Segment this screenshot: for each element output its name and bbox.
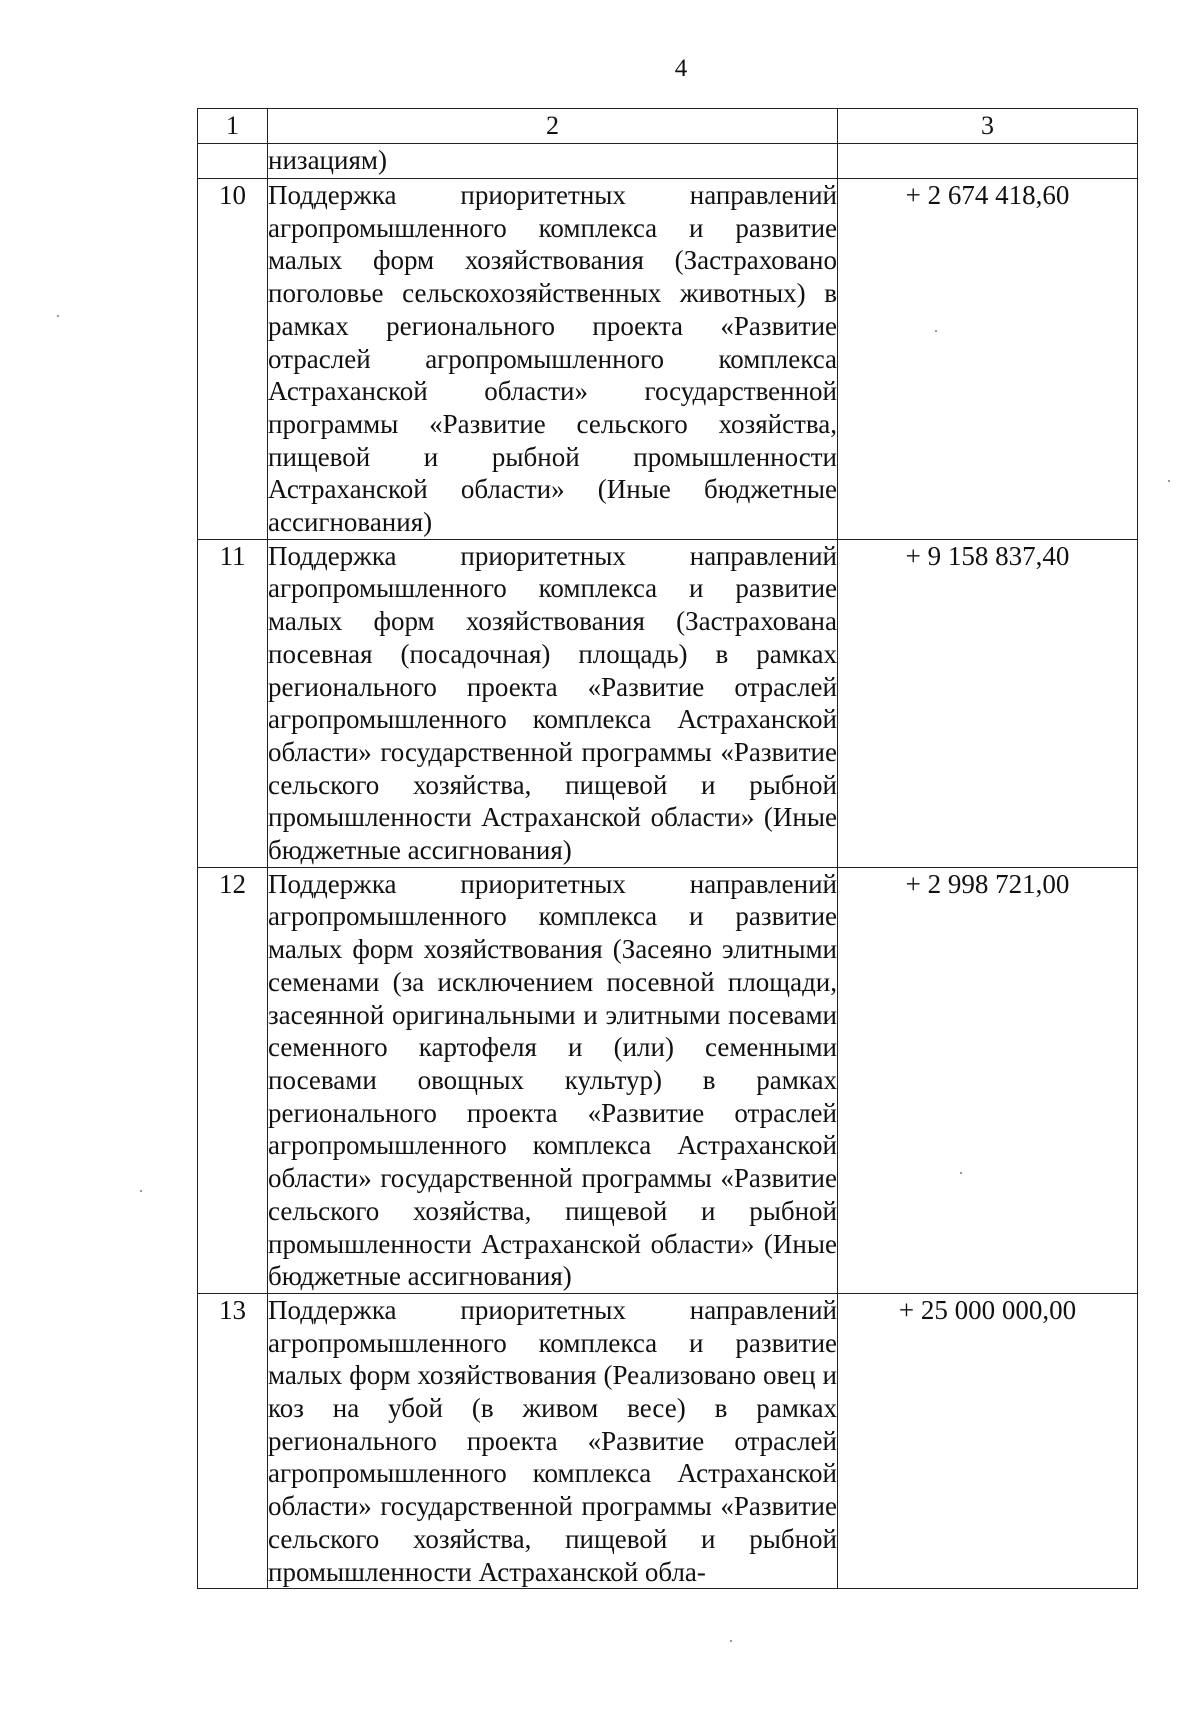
row-amount-cell <box>838 1293 1138 1588</box>
row-amount-cell <box>838 144 1138 179</box>
row-amount-value: + 2 674 418,60 <box>905 180 1070 210</box>
row-amount-cell <box>838 867 1138 1293</box>
table-row-continuation <box>198 144 1138 179</box>
row-description-cell: Поддержка приоритетных направлений агропромышленного комплекса и развитие малых форм хозяйствования (Застраховано поголовье сельскохозяйственных животных) в рамках регионального проекта «Развитие отраслей агропромышленного комплекса Астраханской области» государственной программы «Развитие сельского хозяйства, пищевой и рыбной промышленности Астраханской области» (Иные бюджетные ассигнования) <box>268 179 838 540</box>
table-row <box>198 867 1138 1293</box>
row-description-cell: низациям) <box>268 144 838 179</box>
column-header-number: 1 <box>198 109 268 144</box>
row-description-cell: Поддержка приоритетных направлений агропромышленного комплекса и развитие малых форм хозяйствования (Реализовано овец и коз на убой (в живом весе) в рамках регионального проекта «Развитие отраслей агропромышленного комплекса Астраханской области» государственной программы «Развитие сельского хозяйства, пищевой и рыбной промышленности Астраханской обла- <box>268 1293 838 1588</box>
row-amount-cell <box>838 539 1138 867</box>
scan-speck <box>960 1172 962 1174</box>
row-amount-cell <box>838 179 1138 540</box>
row-amount-value: + 25 000 000,00 <box>898 1294 1077 1325</box>
table-header-row <box>198 109 1138 144</box>
budget-changes-table <box>197 108 1138 1589</box>
row-number-cell <box>198 144 268 179</box>
row-number-cell: 13 <box>198 1293 268 1588</box>
row-number-cell: 12 <box>198 867 268 1293</box>
scan-speck <box>730 1640 732 1642</box>
row-number-cell: 10 <box>198 179 268 540</box>
scan-speck <box>935 330 937 332</box>
table-row <box>198 539 1138 867</box>
row-description-cell: Поддержка приоритетных направлений агропромышленного комплекса и развитие малых форм хозяйствования (Засеяно элитными семенами (за исключением посевной площади, засеянной оригинальными и элитными посевами семенного картофеля и (или) семенными посевами овощных культур) в рамках регионального проекта «Развитие отраслей агропромышленного комплекса Астраханской области» государственной программы «Развитие сельского хозяйства, пищевой и рыбной промышленности Астраханской области» (Иные бюджетные ассигнования) <box>268 867 838 1293</box>
column-header-description: 2 <box>268 109 838 144</box>
scan-speck <box>1168 480 1170 482</box>
row-amount-value: + 9 158 837,40 <box>905 540 1070 571</box>
scan-speck <box>57 315 59 317</box>
scan-speck <box>140 1190 142 1192</box>
table-row <box>198 179 1138 540</box>
table-row <box>198 1293 1138 1588</box>
row-number-cell: 11 <box>198 539 268 867</box>
row-amount-value: + 2 998 721,00 <box>905 868 1070 899</box>
page-number: 4 <box>674 55 688 82</box>
row-description-cell: Поддержка приоритетных направлений агропромышленного комплекса и развитие малых форм хозяйствования (Застрахована посевная (посадочная) площадь) в рамках регионального проекта «Развитие отраслей агропромышленного комплекса Астраханской области» государственной программы «Развитие сельского хозяйства, пищевой и рыбной промышленности Астраханской области» (Иные бюджетные ассигнования) <box>268 539 838 867</box>
column-header-amount: 3 <box>838 109 1138 144</box>
